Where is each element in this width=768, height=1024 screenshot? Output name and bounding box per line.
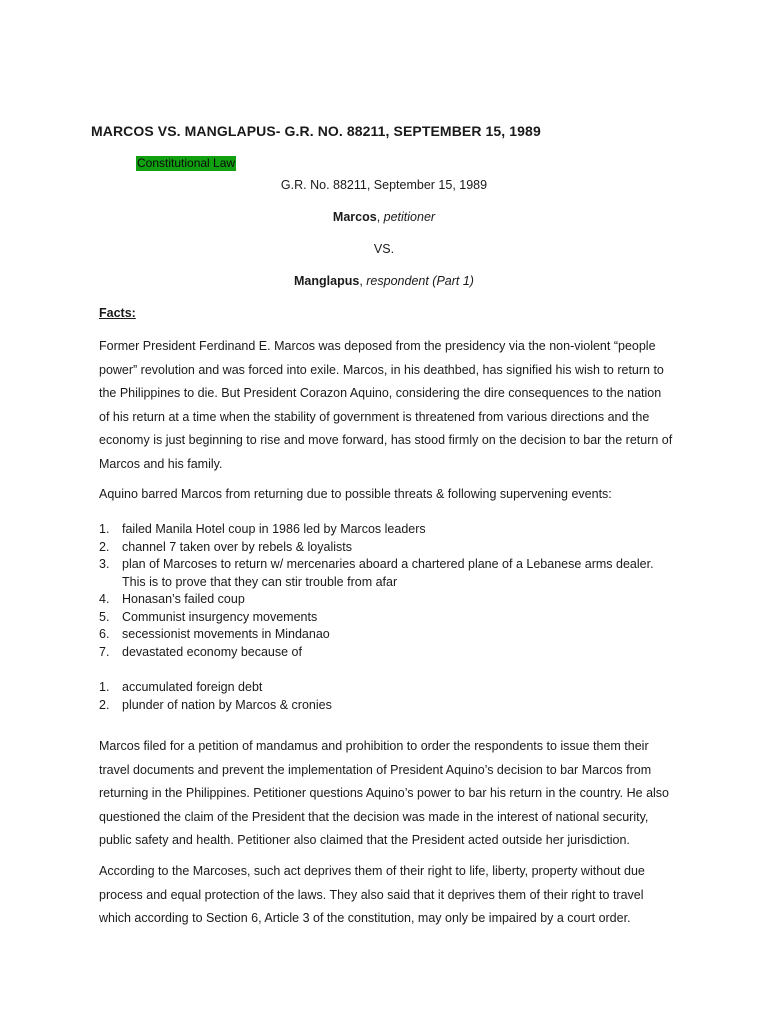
list-item-text: devastated economy because of <box>122 644 302 659</box>
list-item <box>99 644 654 662</box>
paragraph-petition <box>99 735 689 853</box>
petitioner-name: Marcos <box>332 210 377 224</box>
list-item-number: 7. <box>99 644 110 659</box>
list-item-text: Honasan’s failed coup <box>122 592 245 606</box>
supervening-events-list <box>99 521 654 661</box>
list-item-number: 5. <box>99 609 110 624</box>
list-item-number: 3. <box>99 557 110 571</box>
paragraph-line: Marcos filed for a petition of mandamus and prohibition to order the respondents to issue them their <box>99 739 649 753</box>
paragraph-facts-background <box>99 335 689 476</box>
list-item-text: This is to prove that they can stir trouble from afar <box>122 574 398 589</box>
list-item <box>99 697 332 715</box>
list-item-text: plan of Marcoses to return w/ mercenaries aboard a chartered plane of a Lebanese arms dealer. <box>122 557 654 571</box>
list-item-text: channel 7 taken over by rebels & loyalists <box>122 539 352 554</box>
document-title: MARCOS VS. MANGLAPUS- G.R. NO. 88211, SEPTEMBER 15, 1989 <box>91 123 541 139</box>
list-item-text: plunder of nation by Marcos & cronies <box>122 697 332 712</box>
petitioner-role: petitioner <box>383 210 436 224</box>
list-item-number: 2. <box>99 697 110 712</box>
paragraph-line: power” revolution and was forced into exile. Marcos, in his deathbed, has signified his wish to return to <box>99 362 664 377</box>
paragraph-threats-intro <box>99 483 689 507</box>
list-item-number: 1. <box>99 680 110 694</box>
list-item-number: 6. <box>99 627 110 641</box>
list-item <box>99 539 654 557</box>
paragraph-line: public safety and health. Petitioner also claimed that the President acted outside her jurisdiction. <box>99 833 630 847</box>
respondent-name: Manglapus <box>294 274 360 288</box>
paragraph-line: questioned the claim of the President that the decision was made in the interest of national security, <box>99 809 649 824</box>
paragraph-line: of his return at a time when the stability of government is threatened from various directions and the <box>99 409 650 424</box>
economy-causes-list <box>99 679 332 714</box>
paragraph-line: According to the Marcoses, such act deprives them of their right to life, liberty, property without due <box>99 864 645 878</box>
paragraph-line: process and equal protection of the laws. They also said that it deprives them of their right to travel <box>99 887 644 902</box>
list-item <box>99 609 654 627</box>
list-item-text: Communist insurgency movements <box>122 609 318 624</box>
petitioner-separator: , <box>376 210 384 224</box>
respondent-line <box>0 274 768 288</box>
list-item <box>99 556 654 591</box>
versus-label: VS. <box>373 242 395 256</box>
paragraph-line: the Philippines to die. But President Corazon Aquino, considering the dire consequences to the nation <box>99 386 662 400</box>
respondent-role: respondent (Part 1) <box>366 274 474 288</box>
paragraph-line: Former President Ferdinand E. Marcos was deposed from the presidency via the non-violent “people <box>99 339 656 353</box>
list-item <box>99 626 654 644</box>
category-tag[interactable]: Constitutional Law <box>137 156 236 170</box>
list-item-number: 1. <box>99 522 110 536</box>
paragraph-line: which according to Section 6, Article 3 of the constitution, may only be impaired by a court order. <box>99 911 631 925</box>
paragraph-line: economy is just beginning to rise and move forward, has stood firmly on the decision to bar the return of <box>99 433 673 447</box>
list-item <box>99 591 654 609</box>
petitioner-line <box>0 210 768 224</box>
respondent-separator: , <box>359 274 367 288</box>
list-item <box>99 521 654 539</box>
paragraph-line: Aquino barred Marcos from returning due to possible threats & following supervening events: <box>99 487 612 501</box>
list-item-number: 2. <box>99 539 110 554</box>
paragraph-line: returning in the Philippines. Petitioner questions Aquino’s power to bar his return in the country. He also <box>99 786 670 800</box>
paragraph-line: Marcos and his family. <box>99 456 223 471</box>
paragraph-marcoses-claim <box>99 860 689 931</box>
paragraph-line: travel documents and prevent the implementation of President Aquino’s decision to bar Marcos from <box>99 762 652 777</box>
facts-heading: Facts: <box>99 306 136 320</box>
case-number-line: G.R. No. 88211, September 15, 1989 <box>280 178 488 192</box>
list-item <box>99 679 332 697</box>
list-item-text: failed Manila Hotel coup in 1986 led by Marcos leaders <box>122 522 426 536</box>
list-item-text: accumulated foreign debt <box>122 680 263 694</box>
list-item-text: secessionist movements in Mindanao <box>122 627 330 641</box>
list-item-number: 4. <box>99 592 110 606</box>
